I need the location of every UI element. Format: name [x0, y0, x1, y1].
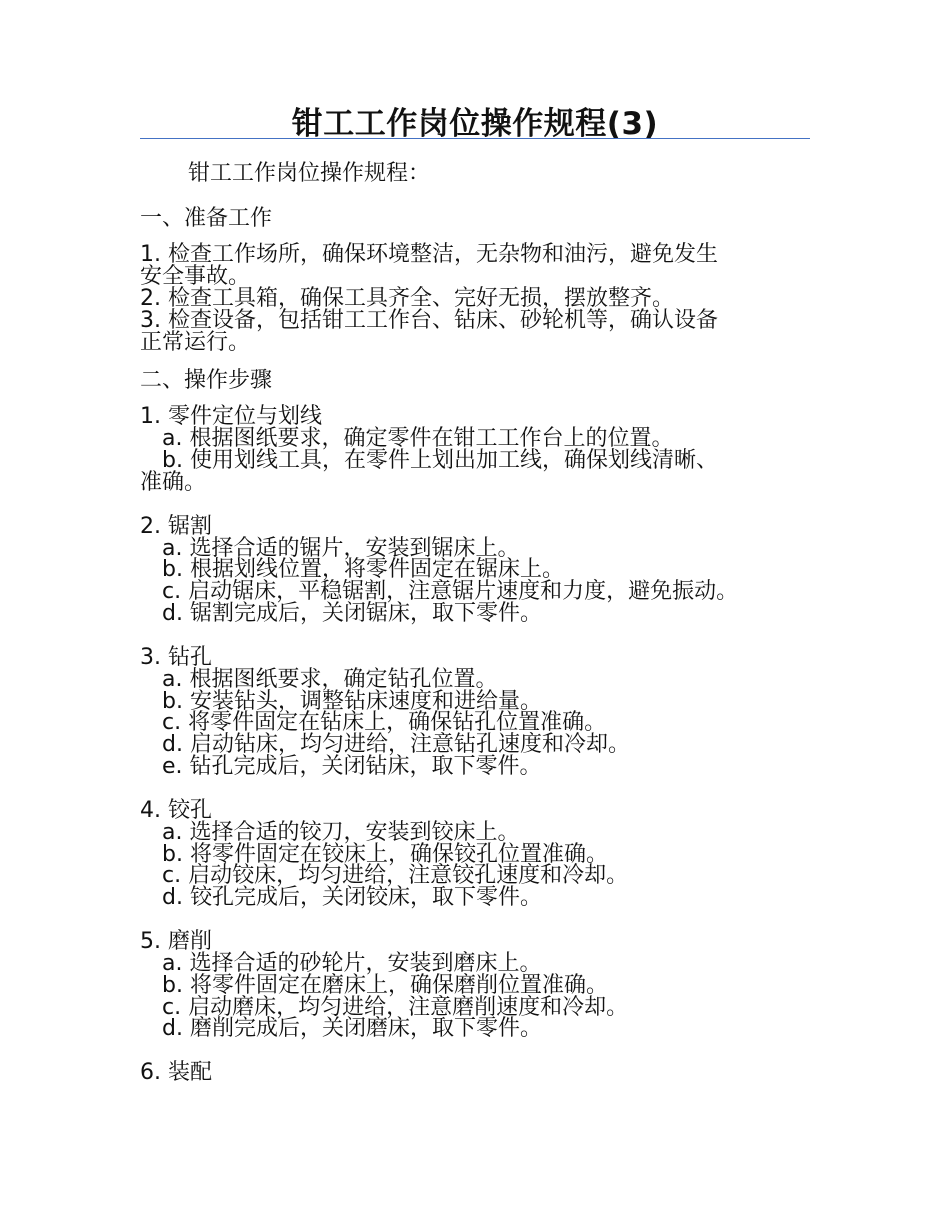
prep-item-3: 3. 检查设备，包括钳工工作台、钻床、砂轮机等，确认设备 [140, 308, 718, 333]
document-title: 钳工工作岗位操作规程(3) [291, 106, 659, 142]
step-5 [140, 928, 810, 1042]
prep-item-1: 1. 检查工作场所，确保环境整洁，无杂物和油污，避免发生 [140, 242, 718, 267]
step-4-d: d. 铰孔完成后，关闭铰床，取下零件。 [162, 885, 542, 911]
step-4-a: a. 选择合适的铰刀，安装到铰床上。 [162, 819, 520, 845]
step-5-c: c. 启动磨床，均匀进给，注意磨削速度和冷却。 [162, 994, 629, 1020]
prep-list [140, 244, 810, 354]
step-1-a: a. 根据图纸要求，确定零件在钳工工作台上的位置。 [162, 426, 674, 451]
steps-heading: 二、操作步骤 [140, 368, 273, 393]
intro-line: 钳工工作岗位操作规程： [188, 161, 431, 186]
step-4 [140, 797, 810, 911]
step-3-c: c. 将零件固定在钻床上，确保钻孔位置准确。 [162, 710, 607, 736]
step-3-a: a. 根据图纸要求，确定钻孔位置。 [162, 666, 498, 692]
step-2-d: d. 锯割完成后，关闭锯床，取下零件。 [162, 600, 542, 626]
step-3-e: e. 钻孔完成后，关闭钻床，取下零件。 [162, 753, 542, 779]
step-4-c: c. 启动铰床，均匀进给，注意铰孔速度和冷却。 [162, 863, 629, 889]
step-1-b: b. 使用划线工具，在零件上划出加工线，确保划线清晰、 [162, 447, 718, 473]
step-2 [140, 513, 810, 626]
step-6 [140, 1062, 810, 1084]
step-1 [140, 406, 810, 494]
step-3-d: d. 启动钻床，均匀进给，注意钻孔速度和冷却。 [162, 732, 630, 758]
step-1-b-cont: 准确。 [140, 469, 207, 495]
step-3 [140, 644, 810, 779]
document-body [140, 158, 810, 1084]
step-4-title: 4. 铰孔 [140, 797, 212, 823]
step-2-a: a. 选择合适的锯片，安装到锯床上。 [162, 535, 520, 561]
prep-item-2: 2. 检查工具箱，确保工具齐全、完好无损，摆放整齐。 [140, 286, 674, 311]
step-5-d: d. 磨削完成后，关闭磨床，取下零件。 [162, 1016, 542, 1042]
prep-item-1-cont: 安全事故。 [140, 264, 251, 289]
step-3-title: 3. 钻孔 [140, 644, 212, 670]
step-6-title: 6. 装配 [140, 1060, 212, 1086]
step-4-b: b. 将零件固定在铰床上，确保铰孔位置准确。 [162, 841, 608, 867]
step-5-b: b. 将零件固定在磨床上，确保磨削位置准确。 [162, 972, 608, 998]
prep-item-3-cont: 正常运行。 [140, 330, 251, 355]
prep-heading: 一、准备工作 [140, 206, 273, 231]
step-1-title: 1. 零件定位与划线 [140, 404, 322, 429]
step-2-b: b. 根据划线位置，将零件固定在锯床上。 [162, 557, 564, 583]
step-2-c: c. 启动锯床，平稳锯割，注意锯片速度和力度，避免振动。 [162, 579, 739, 605]
step-2-title: 2. 锯割 [140, 513, 212, 539]
step-5-title: 5. 磨削 [140, 928, 212, 954]
step-3-b: b. 安装钻头，调整钻床速度和进给量。 [162, 688, 542, 714]
step-5-a: a. 选择合适的砂轮片，安装到磨床上。 [162, 950, 542, 976]
title-underline [140, 138, 810, 139]
